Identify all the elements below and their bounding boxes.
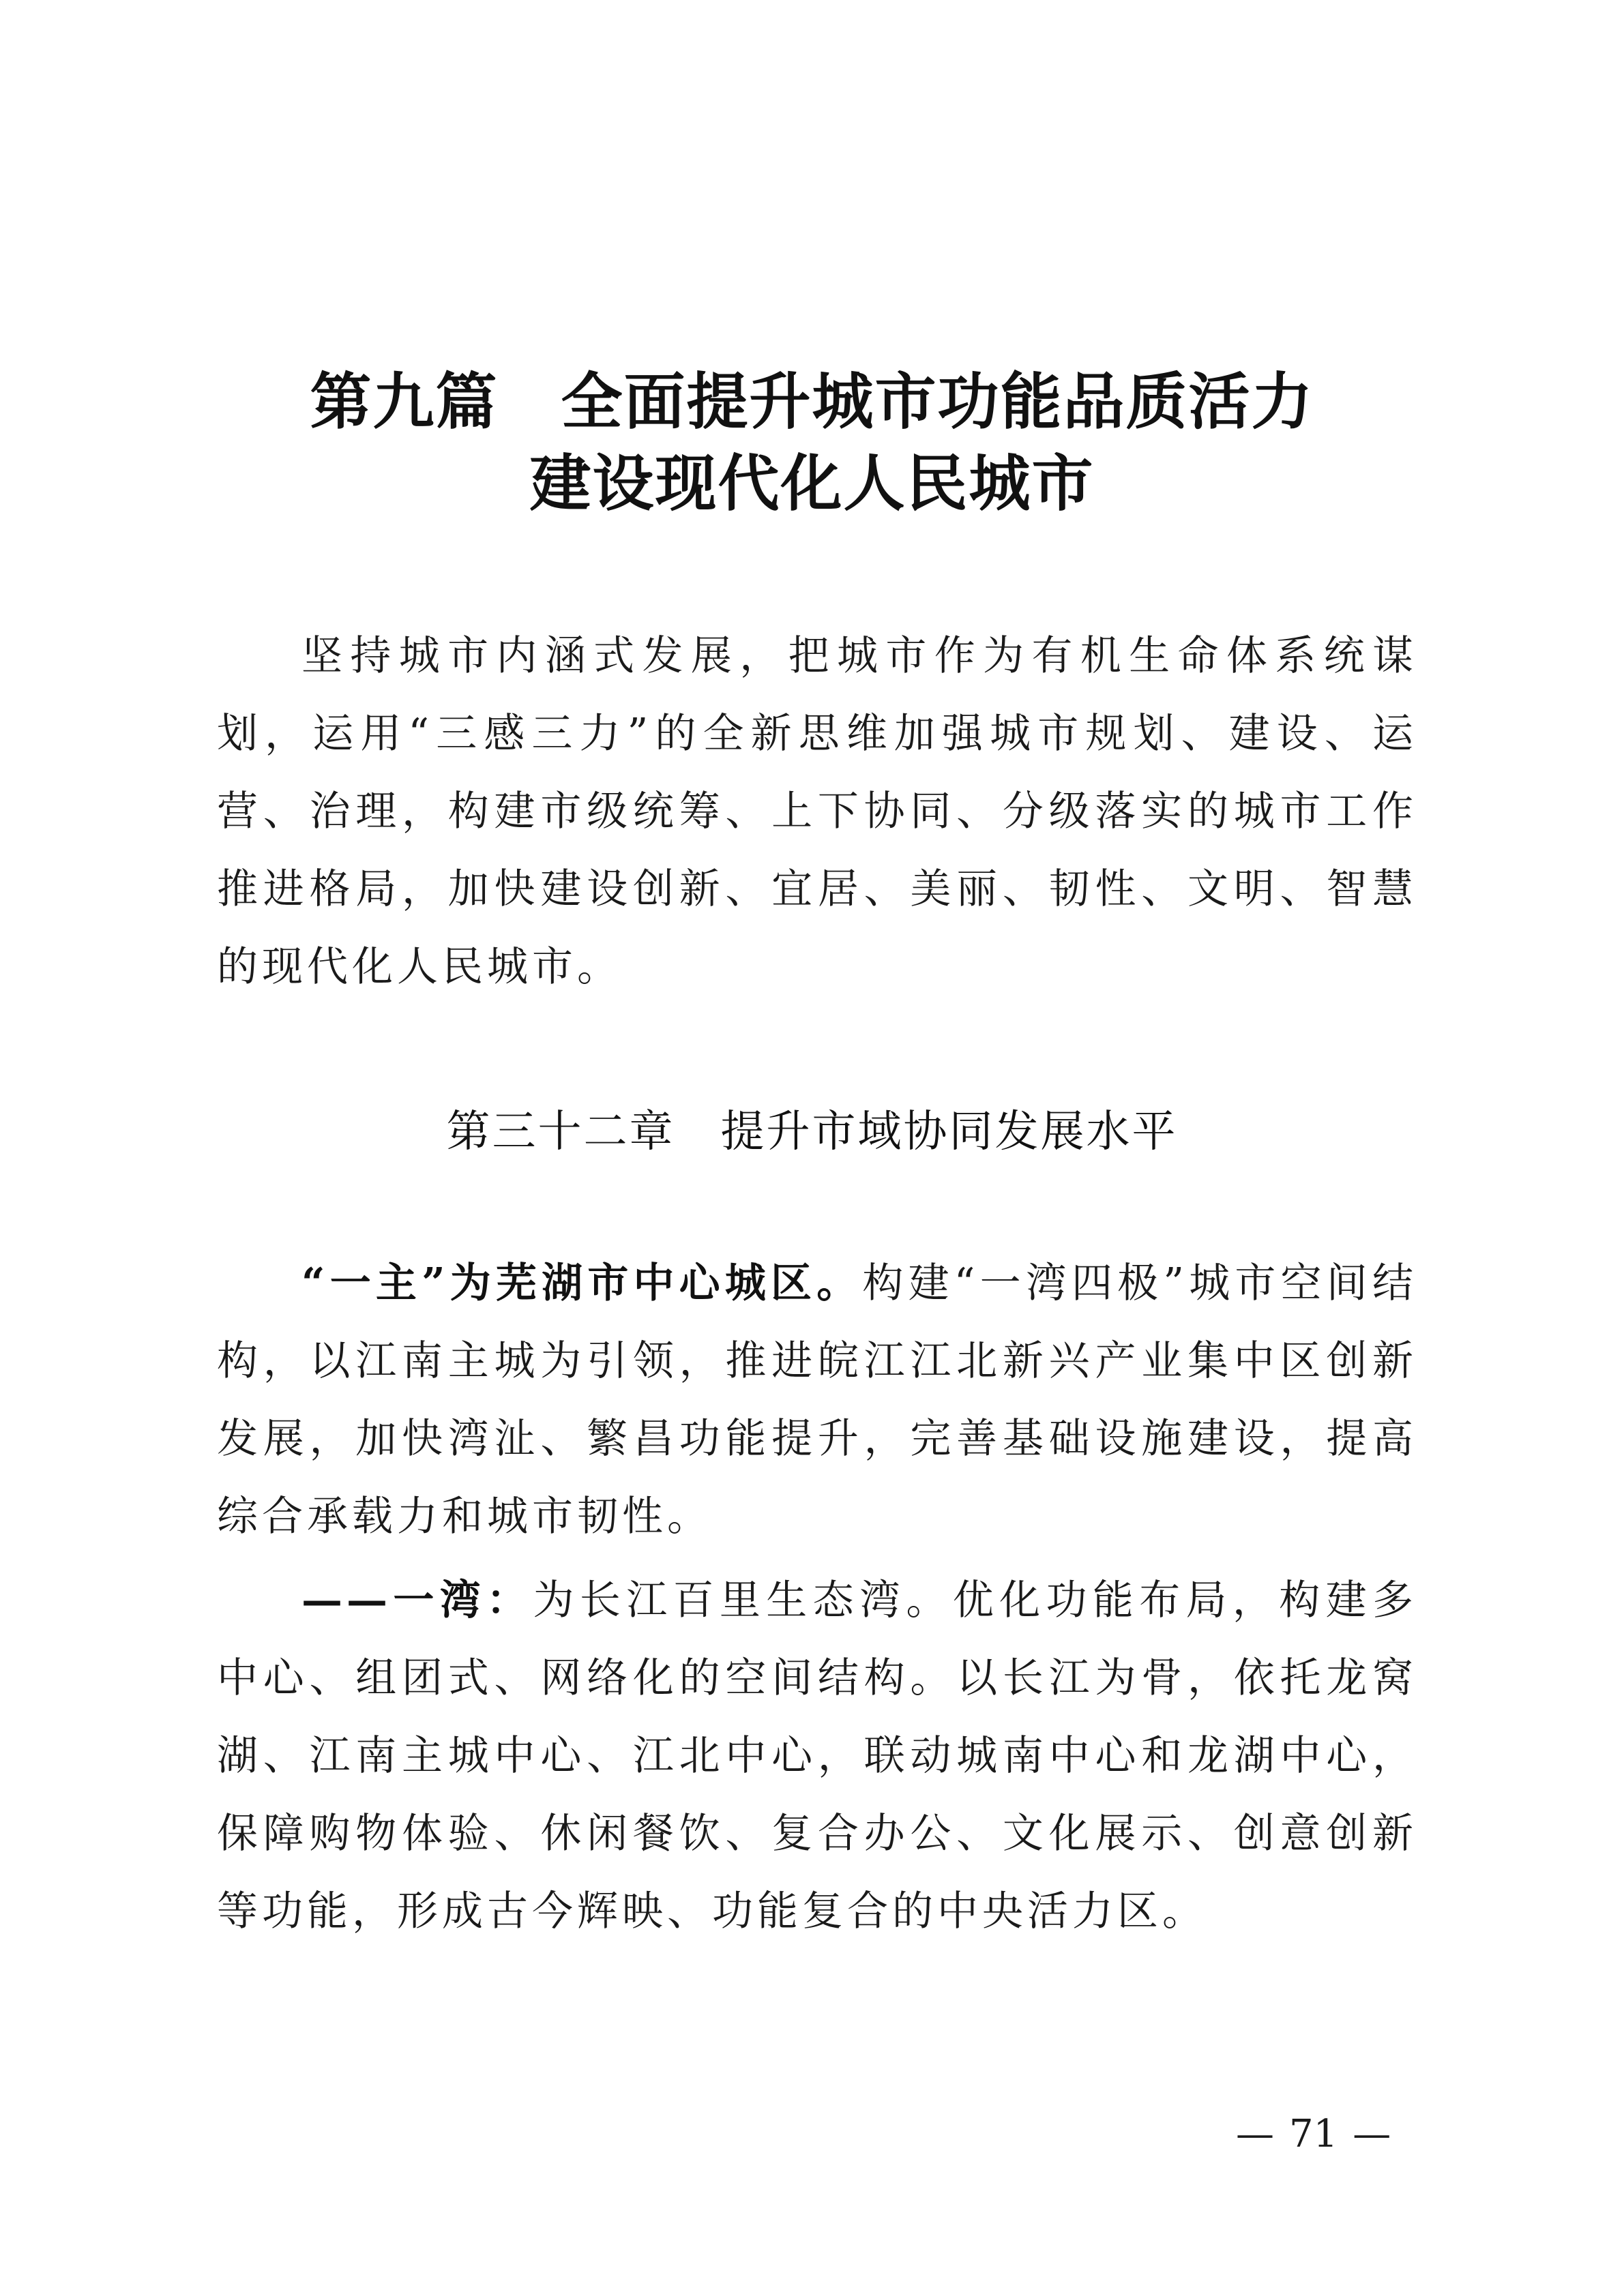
paragraph-body-text: 为长江百里生态湾。优化功能布局，构建多中心、组团式、网络化的空间结构。以长江为骨，依托龙窝湖、江南主城中心、江北中心，联动城南中心和龙湖中心，保障购物体验、休闲餐饮、复合办公、文化展示、创意创新等功能，形成古今辉映、功能复合的中央活力区。 (217, 1577, 1418, 1935)
chapter-title: 第三十二章 提升市域协同发展水平 (446, 1107, 1178, 1157)
paragraph-lead-heading: “一主”为芜湖市中心城区。 (301, 1259, 863, 1307)
paragraph-yi-zhu (217, 1244, 1417, 1555)
part-title-line-1: 第九篇 全面提升城市功能品质活力 (310, 366, 1314, 438)
page-number-dash-right: — (1353, 2112, 1391, 2156)
paragraph-yi-wan (217, 1562, 1417, 1950)
paragraph-lead-heading: ——一湾： (301, 1577, 533, 1624)
intro-paragraph: 坚持城市内涵式发展，把城市作为有机生命体系统谋划，运用“三感三力”的全新思维加强城市规划、建设、运营、治理，构建市级统筹、上下协同、分级落实的城市工作推进格局，加快建设创新、宜居、美丽、韧性、文明、智慧的现代化人民城市。 (217, 632, 1417, 991)
paragraph-body-text: 构建“一湾四极”城市空间结构，以江南主城为引领，推进皖江江北新兴产业集中区创新发展，加快湾沚、繁昌功能提升，完善基础设施建设，提高综合承载力和城市韧性。 (217, 1259, 1417, 1540)
page-number-dash-left: — (1236, 2112, 1274, 2156)
part-title-line-2: 建设现代化人民城市 (529, 447, 1095, 520)
page-number-footer (1221, 2111, 1398, 2158)
page-number: 71 (1289, 2112, 1338, 2156)
